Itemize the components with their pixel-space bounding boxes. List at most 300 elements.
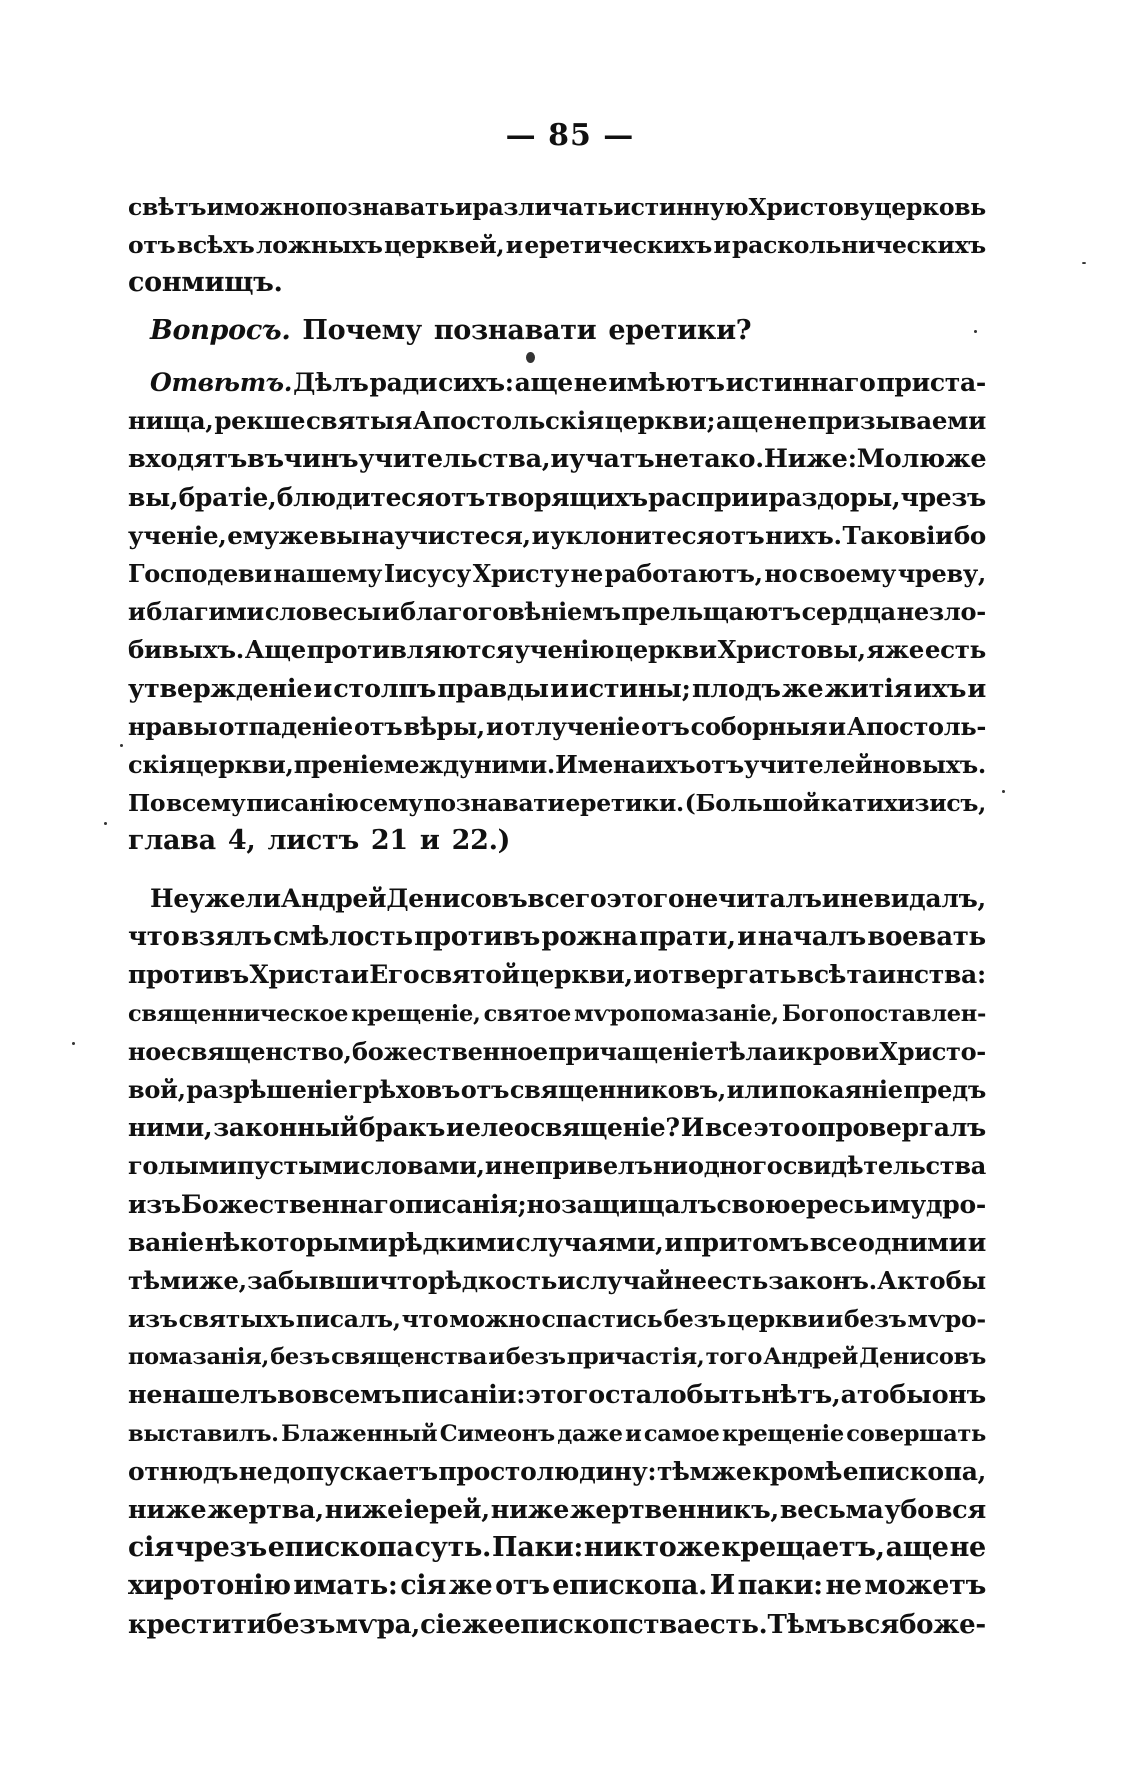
word: безъ bbox=[843, 1305, 907, 1334]
word: смѣлость bbox=[273, 922, 413, 953]
word: листъ bbox=[267, 825, 359, 857]
word: Отвѣтъ. bbox=[150, 368, 293, 397]
word: еретическихъ bbox=[524, 231, 712, 260]
word: крестити bbox=[128, 1609, 266, 1640]
word: бы bbox=[945, 1265, 986, 1295]
word: разрѣшеніе bbox=[186, 1074, 348, 1104]
word: спастись bbox=[541, 1305, 663, 1334]
word: чрезъ bbox=[900, 482, 986, 512]
word: а bbox=[840, 1380, 857, 1411]
word: бивыхъ. bbox=[128, 635, 244, 665]
word: и bbox=[313, 673, 333, 704]
word: Аще bbox=[244, 635, 306, 665]
word: не bbox=[840, 884, 874, 913]
word: соборныя bbox=[690, 711, 828, 741]
text-line bbox=[128, 226, 986, 264]
word: Молю bbox=[856, 444, 945, 475]
word: не bbox=[238, 1456, 273, 1486]
word: благими bbox=[146, 597, 264, 627]
word: безъ bbox=[505, 1344, 566, 1371]
text-line bbox=[128, 555, 986, 593]
word: и bbox=[505, 231, 523, 260]
word: или bbox=[726, 1074, 779, 1104]
word: не bbox=[654, 444, 689, 475]
word: нѣтъ, bbox=[761, 1380, 841, 1411]
word: скія bbox=[128, 749, 186, 779]
word: Апостольскія bbox=[412, 406, 604, 436]
word: и bbox=[550, 444, 570, 475]
text-line bbox=[128, 631, 986, 669]
word: всѣ bbox=[796, 960, 847, 990]
word: священства bbox=[331, 1344, 488, 1371]
text-line bbox=[128, 670, 986, 708]
word: совершать bbox=[846, 1420, 986, 1447]
word: отъ bbox=[495, 1570, 550, 1602]
word: тако. bbox=[688, 444, 764, 475]
word: церковь bbox=[874, 193, 986, 221]
word: забывши bbox=[247, 1265, 379, 1295]
word: Дѣлъ bbox=[293, 368, 369, 397]
text-line bbox=[128, 264, 986, 302]
word: святыхъ bbox=[178, 1305, 295, 1334]
word: вѣры, bbox=[403, 711, 485, 741]
word: 22.) bbox=[451, 825, 511, 857]
word: работаютъ, bbox=[604, 558, 763, 588]
word: правды bbox=[437, 673, 549, 704]
word: можно bbox=[223, 193, 315, 221]
word: благоговѣніемъ bbox=[400, 597, 621, 627]
word: творящихъ bbox=[485, 482, 648, 512]
word: церкви bbox=[614, 635, 717, 665]
word: бракъ bbox=[358, 1113, 445, 1143]
word: и bbox=[777, 1036, 796, 1066]
word: таинства: bbox=[846, 960, 986, 990]
word: Почему bbox=[302, 315, 422, 346]
word: емуже bbox=[227, 520, 319, 550]
word: истины; bbox=[569, 673, 691, 704]
scan-speck bbox=[104, 822, 107, 825]
word: мудро- bbox=[888, 1189, 986, 1219]
word: раздоры, bbox=[768, 482, 901, 512]
word: ученіе, bbox=[128, 520, 227, 550]
word: изъ bbox=[128, 1189, 181, 1219]
word: жертвенникъ, bbox=[569, 1495, 780, 1525]
word: познавати bbox=[423, 789, 565, 818]
word: святое bbox=[483, 1000, 572, 1027]
word: противъ bbox=[414, 922, 541, 953]
word: учатъ bbox=[569, 444, 655, 475]
word: входятъ bbox=[128, 444, 248, 475]
word: свѣтъ bbox=[128, 193, 207, 221]
text-line bbox=[128, 1453, 986, 1491]
word: все bbox=[704, 1113, 753, 1143]
word: можетъ bbox=[864, 1570, 986, 1602]
word: не bbox=[502, 1151, 535, 1181]
word: Апостоль- bbox=[846, 711, 986, 741]
word: даже bbox=[557, 1420, 623, 1447]
word: никтоже bbox=[583, 1532, 721, 1564]
word: истиннаго bbox=[725, 368, 876, 397]
word: боже- bbox=[899, 1609, 986, 1640]
word: ни bbox=[652, 1151, 688, 1181]
word: того bbox=[705, 1344, 763, 1371]
word: допускаетъ bbox=[273, 1456, 438, 1486]
text-line bbox=[128, 822, 986, 860]
word: мѵропомазаніе, bbox=[574, 1000, 779, 1027]
word: и bbox=[625, 1420, 642, 1447]
word: же bbox=[461, 1609, 504, 1640]
word: мѵро- bbox=[907, 1305, 986, 1334]
word: уклонитеся bbox=[550, 520, 715, 550]
word: епископа. bbox=[552, 1570, 708, 1602]
text-line bbox=[128, 1529, 986, 1567]
word: А bbox=[877, 1265, 897, 1295]
word: нашелъ bbox=[162, 1380, 278, 1411]
word: весьма bbox=[779, 1495, 884, 1525]
word: священниковъ, bbox=[509, 1074, 726, 1104]
word: чреву, bbox=[897, 558, 986, 588]
word: блюдитеся bbox=[276, 482, 435, 512]
word: епископа, bbox=[842, 1456, 986, 1486]
word: притомъ bbox=[683, 1227, 809, 1257]
text-line bbox=[128, 784, 986, 822]
word: святыя bbox=[305, 406, 413, 436]
word: въ bbox=[247, 444, 284, 475]
word: Христо- bbox=[879, 1036, 986, 1066]
scan-speck bbox=[1082, 262, 1086, 264]
word: распри bbox=[648, 482, 750, 512]
word: еретики. bbox=[565, 789, 684, 818]
text-line bbox=[128, 1147, 986, 1185]
word: еретики? bbox=[608, 315, 752, 346]
word: Денисовъ bbox=[386, 884, 528, 913]
word: Іисусу bbox=[383, 558, 471, 588]
word: нравы bbox=[128, 711, 218, 741]
word: есть bbox=[706, 1265, 768, 1295]
word: безъ bbox=[265, 1609, 336, 1640]
word: рѣдкость bbox=[427, 1265, 558, 1295]
word: не bbox=[673, 1265, 707, 1295]
word: аще bbox=[514, 368, 573, 397]
word: сонмищъ. bbox=[128, 267, 283, 299]
word: столпъ bbox=[333, 673, 437, 704]
word: бы bbox=[889, 1380, 932, 1411]
word: ложныхъ bbox=[255, 231, 383, 260]
word: есть. bbox=[693, 1609, 768, 1640]
scan-speck bbox=[72, 1042, 75, 1045]
word: свою bbox=[716, 1189, 791, 1219]
word: епископа bbox=[267, 1532, 414, 1564]
word: и bbox=[825, 1305, 843, 1334]
word: вы, bbox=[128, 482, 179, 512]
word: пустыми bbox=[236, 1151, 360, 1181]
word: и bbox=[557, 1265, 576, 1295]
word: не bbox=[570, 558, 603, 588]
word: не bbox=[684, 884, 719, 913]
text-line bbox=[128, 517, 986, 555]
word: читалъ bbox=[718, 884, 822, 913]
word: Таковіи bbox=[842, 520, 954, 550]
word: отъ bbox=[354, 711, 403, 741]
word: и bbox=[206, 193, 224, 221]
word: научистеся, bbox=[361, 520, 531, 550]
word: своему bbox=[799, 558, 897, 588]
word: братіе, bbox=[178, 482, 277, 512]
word: отъ bbox=[460, 1074, 510, 1104]
word: церкви; bbox=[604, 406, 716, 436]
word: сему bbox=[359, 789, 423, 818]
word: и bbox=[445, 1113, 465, 1143]
word: но bbox=[526, 1189, 561, 1219]
word: отвергать bbox=[652, 960, 797, 990]
word: незло- bbox=[896, 597, 986, 627]
text-line bbox=[128, 708, 986, 746]
word: сердца bbox=[801, 597, 896, 627]
page-number: — 85 — bbox=[505, 118, 635, 153]
word: рекше bbox=[214, 406, 306, 436]
text-line bbox=[128, 593, 986, 631]
word: онъ bbox=[931, 1380, 986, 1411]
word: есть bbox=[924, 635, 986, 665]
word: Божественнаго bbox=[180, 1189, 405, 1219]
word: и bbox=[531, 520, 550, 550]
word: Блаженный bbox=[281, 1420, 438, 1447]
word: Христову bbox=[748, 193, 875, 221]
word: Христовы, bbox=[717, 635, 866, 665]
text-line bbox=[128, 1262, 986, 1300]
word: паки: bbox=[737, 1570, 823, 1602]
word: церквей, bbox=[384, 231, 505, 260]
word: во bbox=[277, 1380, 312, 1411]
word: яже bbox=[866, 635, 925, 665]
text-line bbox=[128, 188, 986, 226]
word: Паки: bbox=[492, 1532, 584, 1564]
word: писанію bbox=[246, 789, 359, 818]
word: словами, bbox=[360, 1151, 485, 1181]
scan-speck bbox=[120, 744, 123, 747]
word: ними, bbox=[128, 1113, 213, 1143]
scan-speck bbox=[526, 352, 535, 363]
word: самое bbox=[643, 1420, 720, 1447]
word: стало bbox=[605, 1380, 687, 1411]
word: вой, bbox=[128, 1074, 186, 1104]
word: случаями, bbox=[515, 1227, 664, 1257]
word: прати, bbox=[639, 922, 736, 953]
word: плодъ bbox=[691, 673, 781, 704]
word: голыми bbox=[128, 1151, 237, 1181]
word: святой bbox=[419, 960, 520, 990]
word: и bbox=[828, 711, 846, 741]
text-line bbox=[128, 746, 986, 784]
word: отпаденіе bbox=[218, 711, 353, 741]
word: катихизисъ, bbox=[820, 789, 986, 818]
word: выставилъ. bbox=[128, 1420, 279, 1447]
word: церкви bbox=[727, 1305, 825, 1334]
word: утвержденіе bbox=[128, 673, 313, 704]
word: ересь bbox=[790, 1189, 871, 1219]
word: прельщаютъ bbox=[621, 597, 801, 627]
word: этого bbox=[606, 884, 685, 913]
word: законъ. bbox=[768, 1265, 877, 1295]
word: всему bbox=[166, 789, 246, 818]
text-line bbox=[128, 880, 986, 918]
word: вы bbox=[319, 520, 361, 550]
word: познавать bbox=[315, 193, 455, 221]
word: и bbox=[967, 673, 986, 704]
word: рожна bbox=[541, 922, 638, 953]
word: тѣла bbox=[714, 1036, 778, 1066]
word: что bbox=[401, 1305, 449, 1334]
word: Симеонъ bbox=[439, 1420, 555, 1447]
word: вся bbox=[934, 1495, 986, 1525]
word: причащеніе bbox=[548, 1036, 714, 1066]
word: епископства bbox=[504, 1609, 694, 1640]
word: всего bbox=[527, 884, 607, 913]
word: же bbox=[448, 1570, 493, 1602]
word: безъ bbox=[663, 1305, 726, 1334]
word: и bbox=[455, 193, 473, 221]
word: и bbox=[967, 1227, 986, 1257]
word: законный bbox=[213, 1113, 358, 1143]
word: помазанія, bbox=[128, 1344, 270, 1371]
word: нашему bbox=[273, 558, 383, 588]
scan-speck bbox=[1002, 790, 1005, 793]
word: воевать bbox=[867, 922, 986, 953]
word: приста- bbox=[876, 368, 986, 397]
word: и bbox=[664, 1227, 683, 1257]
word: Имена bbox=[555, 749, 646, 779]
word: истинную bbox=[613, 193, 749, 221]
word: вся bbox=[846, 1609, 899, 1640]
word: глава bbox=[128, 825, 216, 857]
word: но bbox=[764, 558, 798, 588]
word: то bbox=[857, 1380, 890, 1411]
word: писаніи: bbox=[401, 1380, 526, 1411]
word: ниже bbox=[324, 1495, 404, 1525]
word: И bbox=[680, 1113, 705, 1143]
word: можно bbox=[449, 1305, 541, 1334]
text-line bbox=[128, 956, 986, 994]
word: отнюдъ bbox=[128, 1456, 239, 1486]
word: всѣхъ bbox=[176, 231, 255, 260]
text-line bbox=[128, 1300, 986, 1338]
word: Неужели bbox=[150, 884, 281, 913]
word: отъ bbox=[128, 231, 176, 260]
word: имѣютъ bbox=[608, 368, 725, 397]
word: рѣдкими bbox=[388, 1227, 515, 1257]
word: священническое bbox=[128, 1000, 349, 1027]
word: сія bbox=[128, 1532, 174, 1564]
word: противъ bbox=[128, 960, 249, 990]
word: житія bbox=[824, 673, 913, 704]
word: кромѣ bbox=[752, 1456, 843, 1486]
word: и bbox=[128, 597, 146, 627]
word: словесы bbox=[264, 597, 381, 627]
word: писанія; bbox=[405, 1189, 527, 1219]
text-line bbox=[128, 364, 986, 402]
word: сіе bbox=[420, 1609, 462, 1640]
word: новыхъ. bbox=[872, 749, 986, 779]
word: ученію bbox=[514, 635, 615, 665]
word: нѣкоторыми bbox=[204, 1227, 388, 1257]
word: убо bbox=[884, 1495, 934, 1525]
paragraph-1 bbox=[128, 188, 986, 303]
word: и bbox=[737, 922, 757, 953]
text-line bbox=[128, 1415, 986, 1453]
word: Андрей bbox=[763, 1344, 859, 1371]
word: не bbox=[128, 1380, 163, 1411]
text-line bbox=[128, 1109, 986, 1147]
word: жертва, bbox=[207, 1495, 324, 1525]
word: ними. bbox=[474, 749, 555, 779]
word: одними bbox=[858, 1227, 967, 1257]
word: всемъ bbox=[311, 1380, 402, 1411]
word: и bbox=[488, 1344, 505, 1371]
word: аще bbox=[716, 406, 774, 436]
word: божественное bbox=[352, 1036, 548, 1066]
text-line bbox=[128, 1071, 986, 1109]
word: одного bbox=[688, 1151, 783, 1181]
word: крещеніе bbox=[721, 1420, 844, 1447]
word: іерей, bbox=[403, 1495, 490, 1525]
text-line bbox=[128, 1376, 986, 1414]
word: свидѣтельства bbox=[782, 1151, 986, 1181]
text-line bbox=[128, 1033, 986, 1071]
word: ихъ bbox=[913, 673, 967, 704]
word: преніе bbox=[293, 749, 384, 779]
word: опровергалъ bbox=[801, 1113, 986, 1143]
word: Ниже: bbox=[763, 444, 857, 475]
word: 4, bbox=[227, 825, 256, 857]
word: безъ bbox=[270, 1344, 330, 1371]
word: изъ bbox=[128, 1305, 178, 1334]
word: чинъ bbox=[283, 444, 359, 475]
word: привелъ bbox=[535, 1151, 653, 1181]
paragraph-question bbox=[128, 312, 986, 350]
word: (Большой bbox=[684, 789, 820, 818]
word: все bbox=[809, 1227, 858, 1257]
word: и bbox=[749, 482, 769, 512]
word: что bbox=[379, 1265, 428, 1295]
text-line bbox=[128, 1224, 986, 1262]
word: суть. bbox=[414, 1532, 492, 1564]
word: и bbox=[419, 825, 440, 857]
word: сія bbox=[400, 1570, 446, 1602]
word: между bbox=[383, 749, 474, 779]
word: Господеви bbox=[128, 558, 272, 588]
word: ваніе bbox=[128, 1227, 204, 1257]
word: причастія, bbox=[566, 1344, 705, 1371]
word: ное bbox=[128, 1036, 176, 1066]
word: ихъ bbox=[645, 749, 696, 779]
word: же bbox=[781, 673, 824, 704]
word: елеосвященіе? bbox=[465, 1113, 680, 1143]
word: и bbox=[870, 1189, 889, 1219]
word: учителей bbox=[744, 749, 873, 779]
word: покаяніе bbox=[778, 1074, 903, 1104]
word: 21 bbox=[370, 825, 408, 857]
word: и bbox=[484, 1151, 503, 1181]
word: же bbox=[944, 444, 987, 475]
text-line bbox=[128, 918, 986, 956]
word: отъ bbox=[641, 711, 690, 741]
text-line bbox=[128, 1606, 986, 1644]
word: учительства, bbox=[358, 444, 551, 475]
word: же, bbox=[198, 1265, 247, 1295]
word: тѣмже bbox=[657, 1456, 752, 1486]
word: не bbox=[949, 1532, 986, 1564]
word: простолюдину: bbox=[438, 1456, 657, 1486]
